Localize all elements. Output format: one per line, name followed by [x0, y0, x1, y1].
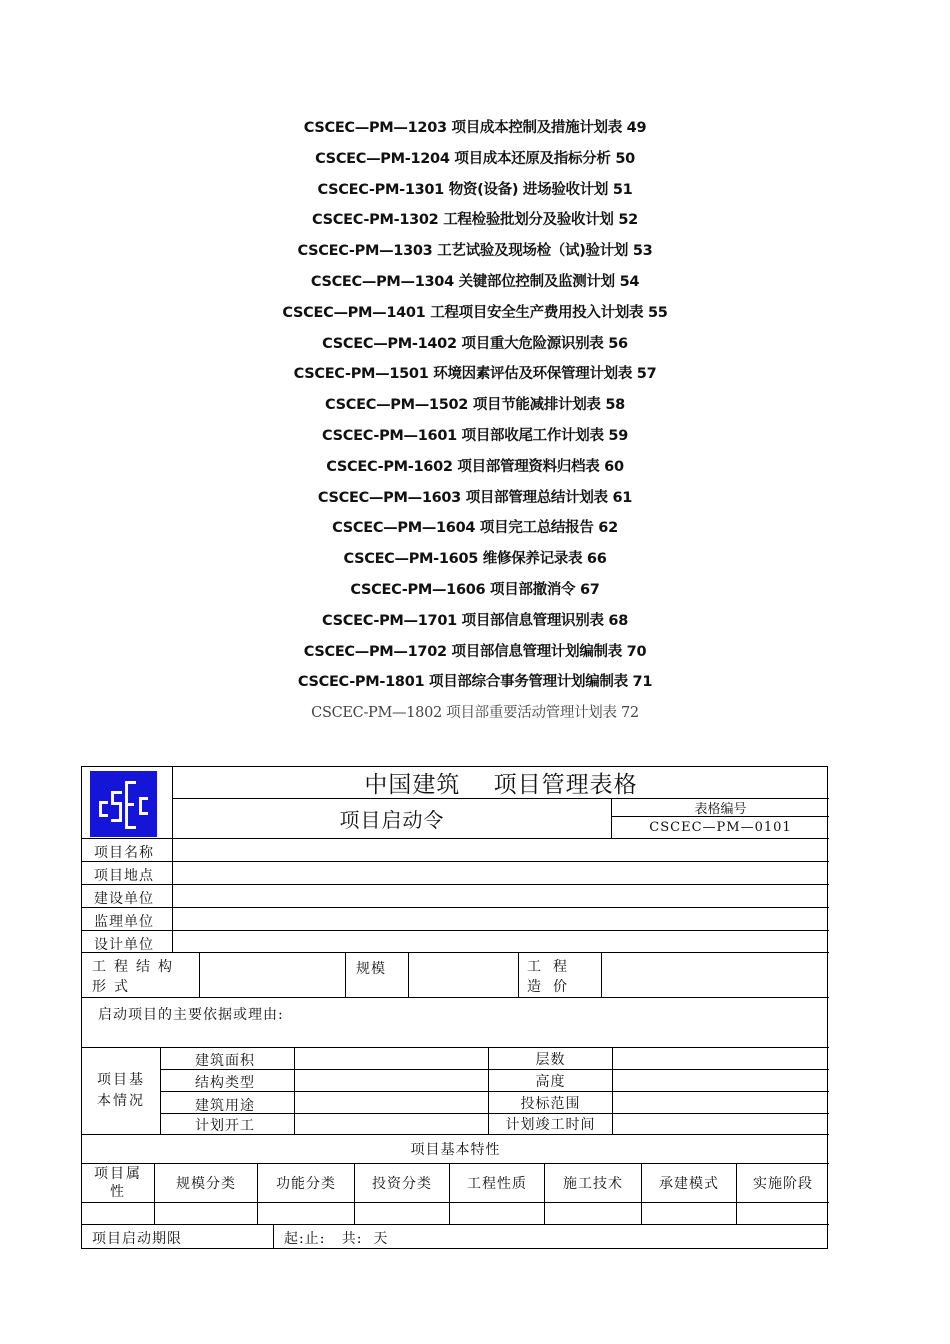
basic-info-item-label: 建筑用途: [161, 1092, 295, 1114]
toc-entry: CSCEC—PM—1603 项目部管理总结计划表 61: [317, 489, 633, 506]
toc-list: [0, 113, 950, 729]
basis-cell[interactable]: 启动项目的主要依据或理由:: [82, 998, 829, 1048]
main-title-text: 中国建筑 项目管理表格: [364, 772, 638, 798]
attribute-label: 项目属性: [82, 1164, 155, 1203]
cscec-logo: [90, 771, 157, 837]
project-location-field[interactable]: [173, 862, 829, 885]
designer-field[interactable]: [173, 931, 829, 953]
basic-info-item-label: 计划竣工时间: [489, 1114, 613, 1135]
toc-entry: CSCEC—PM-1605 维修保养记录表 66: [343, 551, 607, 568]
supervisor-label: 监理单位: [82, 908, 173, 931]
basic-info-item-field[interactable]: [613, 1048, 829, 1070]
code-label-text: 表格编号: [694, 802, 747, 817]
attribute-value-cell[interactable]: [82, 1203, 155, 1225]
basic-info-item-field[interactable]: [295, 1114, 489, 1135]
cost-field[interactable]: [602, 953, 829, 998]
form-code-label: [612, 799, 829, 817]
form-main-title: [173, 767, 829, 799]
basic-info-label: 项目基本情况: [82, 1048, 161, 1135]
toc-entry: CSCEC-PM—1601 项目部收尾工作计划表 59: [322, 427, 628, 444]
logo-cell: [82, 767, 173, 839]
form-sub-title: [173, 799, 612, 839]
toc-entry: CSCEC-PM-1801 项目部综合事务管理计划编制表 71: [297, 674, 653, 691]
basic-info-item-label: 建筑面积: [161, 1048, 295, 1070]
basic-info-item-field[interactable]: [295, 1092, 489, 1114]
toc-entry: CSCEC—PM—1304 关键部位控制及监测计划 54: [310, 273, 640, 290]
toc-entry: CSCEC-PM—1501 环境因素评估及环保管理计划表 57: [293, 366, 657, 383]
toc-entry: CSCEC-PM—1802 项目部重要活动管理计划表 72: [311, 705, 639, 722]
toc-entry: CSCEC-PM-1602 项目部管理资料归档表 60: [326, 458, 624, 475]
sub-title-text: 项目启动令: [339, 808, 445, 832]
basic-info-item-label: 投标范围: [489, 1092, 613, 1114]
cost-label: 工程造价: [519, 953, 602, 998]
toc-entry: CSCEC-PM—1606 项目部撤消令 67: [350, 581, 600, 598]
toc-entry: CSCEC—PM—1604 项目完工总结报告 62: [332, 520, 618, 537]
toc-entry: CSCEC—PM—1203 项目成本控制及措施计划表 49: [303, 120, 647, 136]
basic-info-item-label: 结构类型: [161, 1070, 295, 1092]
toc-entry: CSCEC—PM-1402 项目重大危险源识别表 56: [322, 335, 628, 352]
project-location-label: 项目地点: [82, 862, 173, 885]
characteristics-title: 项目基本特性: [82, 1135, 829, 1164]
cscec-logo-icon: [90, 771, 157, 837]
code-value-text: CSCEC—PM—0101: [649, 820, 792, 835]
structure-form-label: 工程结构形式: [82, 953, 200, 998]
scale-label: 规模: [346, 953, 409, 998]
project-name-label: 项目名称: [82, 839, 173, 862]
toc-entry: CSCEC-PM-1302 工程检验批划分及验收计划 52: [312, 212, 638, 229]
attribute-column-header: 实施阶段: [737, 1164, 829, 1203]
project-name-field[interactable]: [173, 839, 829, 862]
attribute-value-cell[interactable]: [642, 1203, 737, 1225]
form-code-value: [612, 817, 829, 839]
attribute-value-cell[interactable]: [155, 1203, 258, 1225]
toc-entry: CSCEC-PM—1701 项目部信息管理识别表 68: [322, 612, 628, 629]
basic-info-item-field[interactable]: [613, 1114, 829, 1135]
attribute-value-cell[interactable]: [737, 1203, 829, 1225]
designer-label: 设计单位: [82, 931, 173, 953]
attribute-value-cell[interactable]: [545, 1203, 642, 1225]
attribute-column-header: 工程性质: [450, 1164, 545, 1203]
toc-entry: CSCEC-PM—1303 工艺试验及现场检（试)验计划 53: [297, 243, 653, 260]
basic-info-item-field[interactable]: [295, 1070, 489, 1092]
project-start-form: [81, 766, 828, 1249]
structure-form-field[interactable]: [200, 953, 346, 998]
builder-label: 建设单位: [82, 885, 173, 908]
attribute-value-cell[interactable]: [450, 1203, 545, 1225]
basic-info-item-label: 计划开工: [161, 1114, 295, 1135]
attribute-column-header: 承建模式: [642, 1164, 737, 1203]
basic-info-item-label: 层数: [489, 1048, 613, 1070]
attribute-value-cell[interactable]: [355, 1203, 450, 1225]
basic-info-item-label: 高度: [489, 1070, 613, 1092]
toc-entry: CSCEC-PM-1301 物资(设备) 进场验收计划 51: [317, 181, 633, 198]
attribute-column-header: 规模分类: [155, 1164, 258, 1203]
toc-entry: CSCEC—PM-1204 项目成本还原及指标分析 50: [315, 150, 635, 167]
basic-info-item-field[interactable]: [613, 1092, 829, 1114]
toc-entry: CSCEC—PM—1401 工程项目安全生产费用投入计划表 55: [282, 304, 668, 321]
attribute-column-header: 投资分类: [355, 1164, 450, 1203]
attribute-column-header: 功能分类: [258, 1164, 355, 1203]
basic-info-item-field[interactable]: [613, 1070, 829, 1092]
attribute-column-header: 施工技术: [545, 1164, 642, 1203]
builder-field[interactable]: [173, 885, 829, 908]
supervisor-field[interactable]: [173, 908, 829, 931]
scale-field[interactable]: [409, 953, 519, 998]
toc-entry: CSCEC—PM—1702 项目部信息管理计划编制表 70: [303, 643, 647, 660]
toc-entry: CSCEC—PM—1502 项目节能减排计划表 58: [325, 397, 625, 414]
period-label: 项目启动期限: [82, 1225, 274, 1248]
period-field[interactable]: 起:止: 共: 天: [284, 1231, 389, 1247]
attribute-value-cell[interactable]: [258, 1203, 355, 1225]
basic-info-item-field[interactable]: [295, 1048, 489, 1070]
